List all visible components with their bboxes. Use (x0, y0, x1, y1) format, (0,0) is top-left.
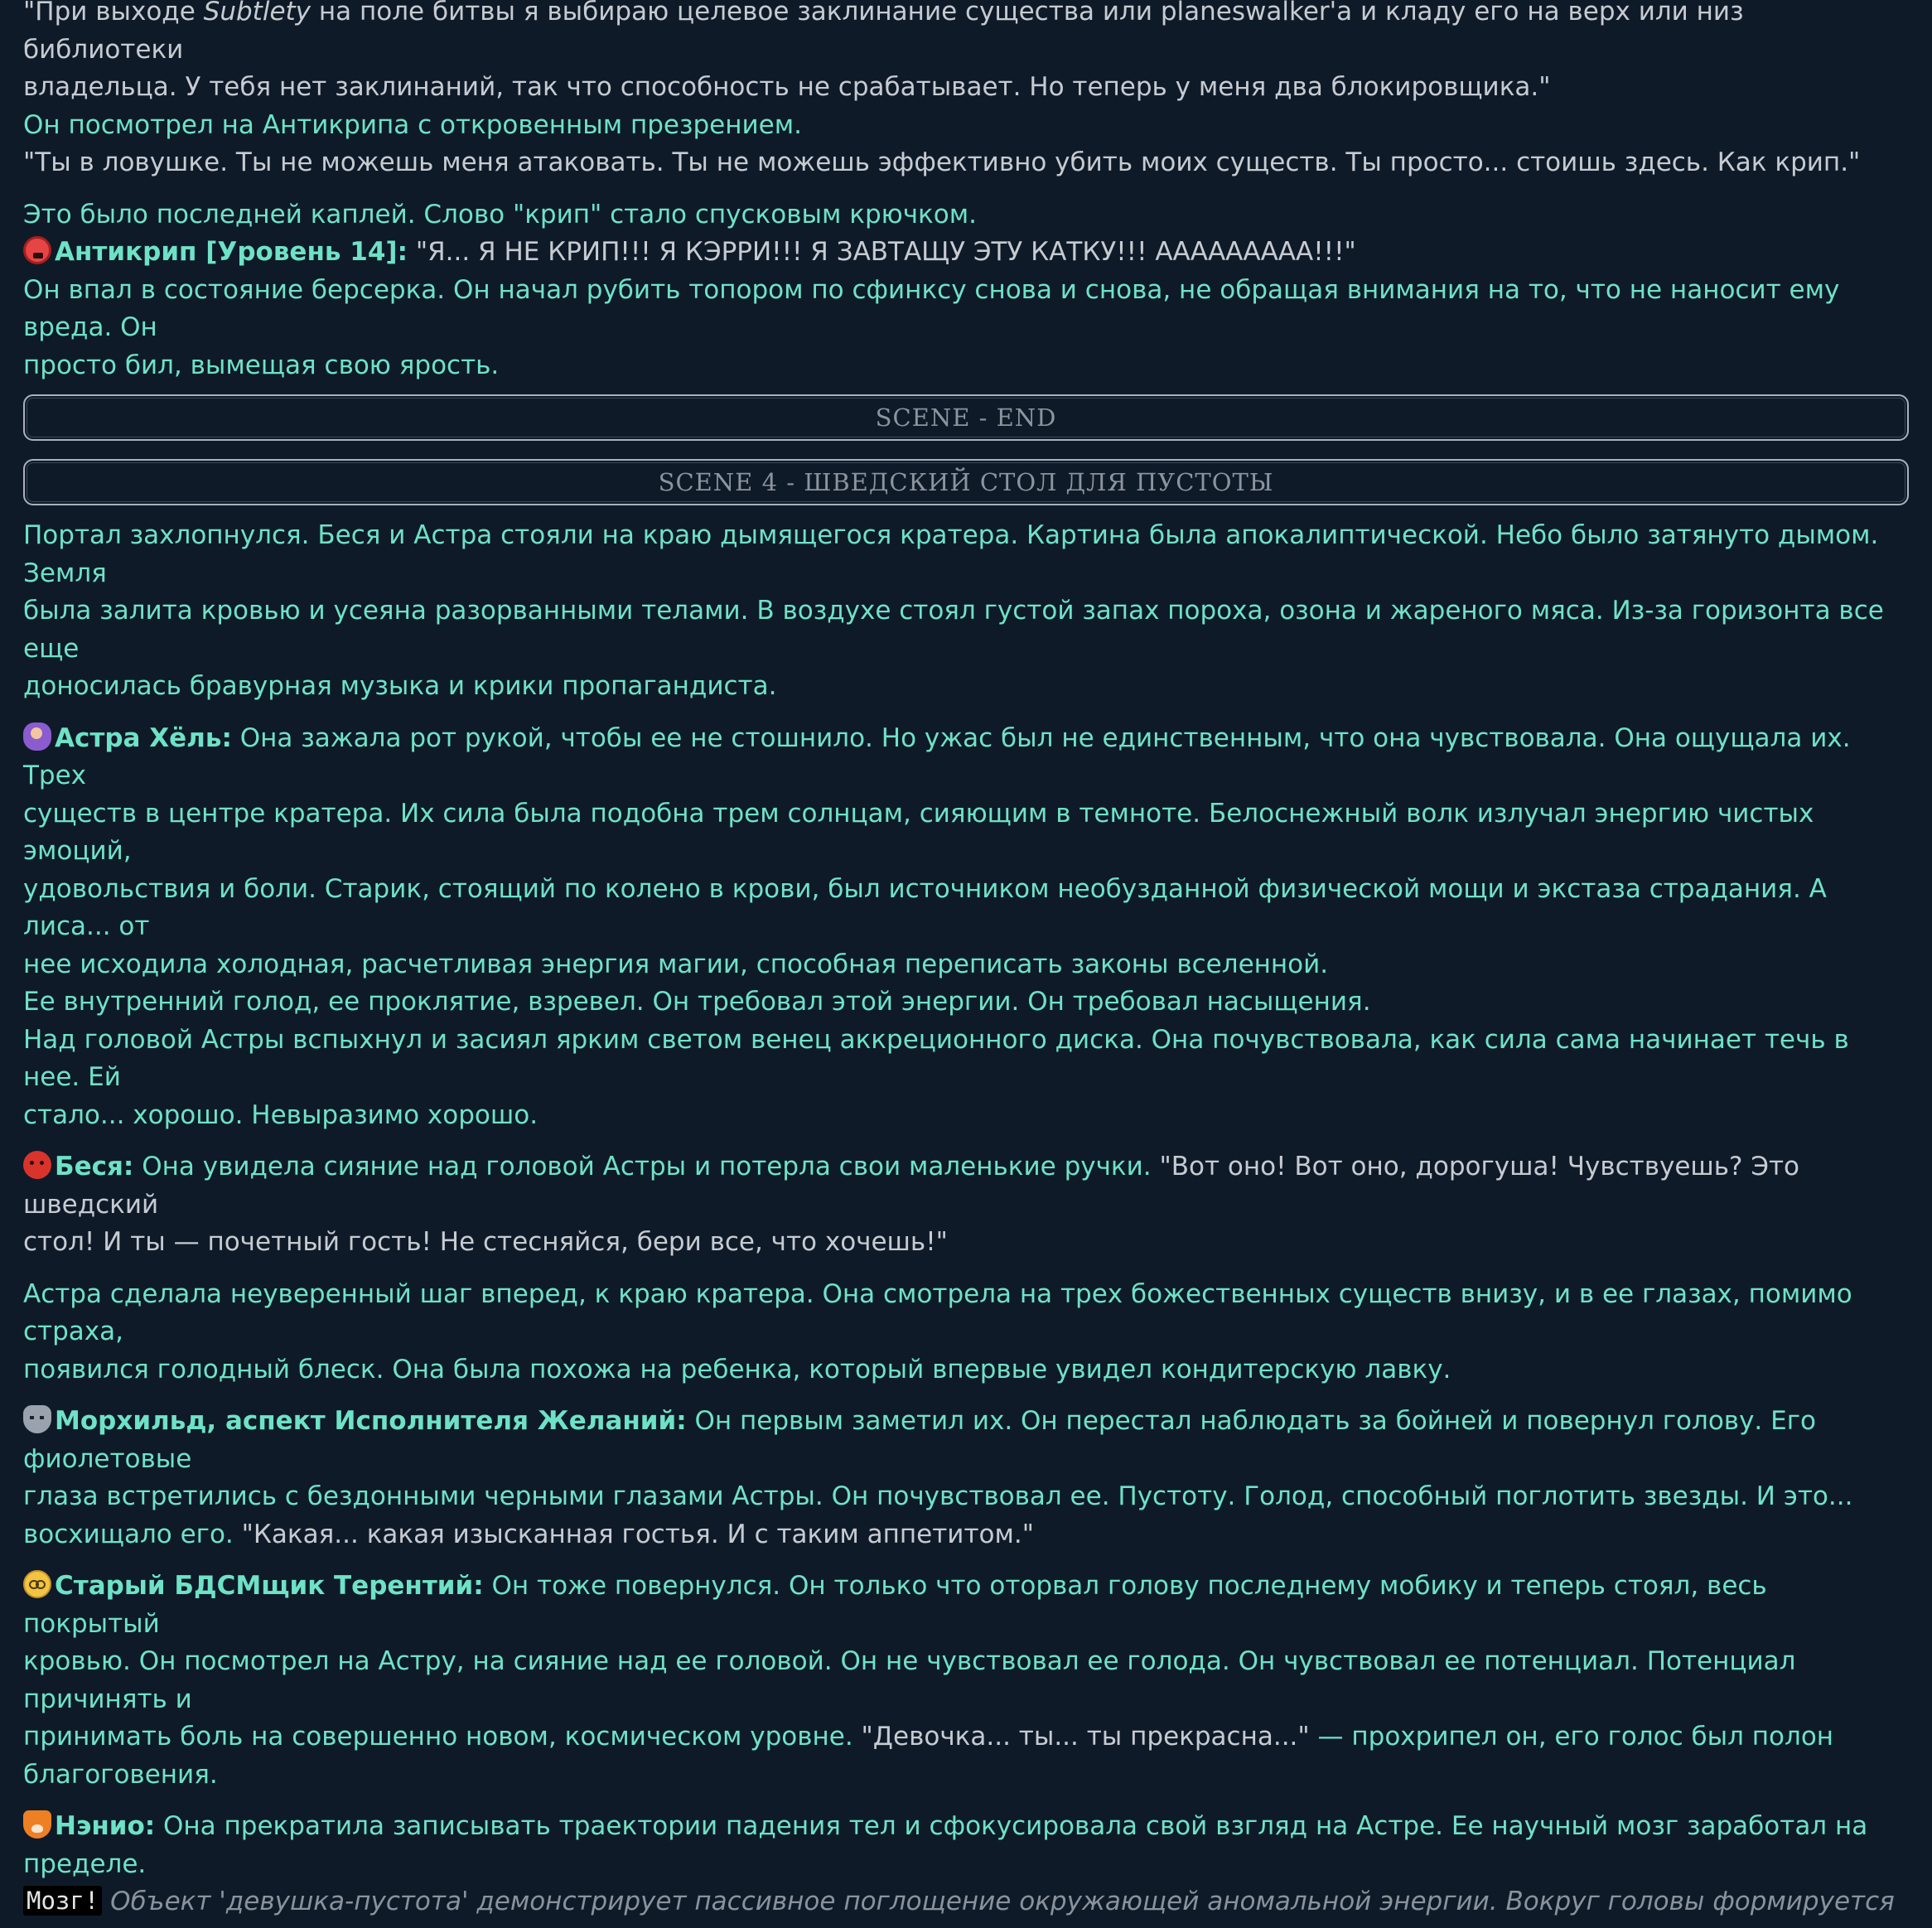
speaker-line: Беся: Она увидела сияние над головой Астры и потерла свои маленькие ручки. "Вот оно! Вот оно, дорогуша! Чувствуешь? Это шведский (23, 1152, 1800, 1220)
narration-line: просто бил, вымещая свою ярость. (23, 350, 500, 380)
speaker-line: Нэнио: Она прекратила записывать траектории падения тел и сфокусировала свой взгляд на Астре. Ее научный мозг заработал на пределе. (23, 1811, 1868, 1879)
thought-text: Объект 'девушка-пустота' демонстрирует пассивное поглощение окружающей аномальной энергии. Вокруг головы формируется (102, 1887, 1895, 1916)
thought-line (23, 1883, 1909, 1921)
narration-line: кровью. Он посмотрел на Астру, на сияние над ее головой. Он не чувствовал ее голода. Он чувствовал ее потенциал. Потенциал причинять и (23, 1646, 1796, 1714)
smiling-devil-icon (23, 1151, 51, 1179)
speaker-quote: "Вот оно! Вот оно, дорогуша! Чувствуешь? Это шведский (23, 1152, 1800, 1220)
fox-icon (23, 1810, 51, 1839)
card-name: Subtlety (203, 0, 312, 27)
speaker-name: Морхильд, аспект Исполнителя Желаний: (55, 1406, 687, 1436)
message-block-morhild (23, 1403, 1909, 1554)
dialogue-line: стол! И ты — почетный гость! Не стесняйся, бери все, что хочешь!" (23, 1227, 948, 1257)
speaker-name: Нэнио: (55, 1811, 156, 1841)
narration-line: Астра сделала неуверенный шаг вперед, к краю кратера. Она смотрела на трех божественных существ внизу, и в ее глазах, помимо страха, (23, 1278, 1852, 1346)
narration-line: стало... хорошо. Невыразимо хорошо. (23, 1099, 539, 1130)
message-block-terentiy (23, 1568, 1909, 1794)
speaker-name: Старый БДСМщик Терентий: (55, 1571, 484, 1601)
dialogue-line: "При выходе Subtlety на поле битвы я выбираю целевое заклинание существа или planeswalker'а и кладу его на верх или низ библиотеки (23, 0, 1909, 69)
narration-line: появился голодный блеск. Она была похожа на ребенка, который впервые увидел кондитерскую лавку. (23, 1354, 1451, 1384)
message-block-besya (23, 1148, 1909, 1262)
brain-tag: Мозг! (23, 1886, 102, 1916)
speaker-line: Старый БДСМщик Терентий: Он тоже повернулся. Он только что оторвал голову последнему мобику и теперь стоял, весь покрытый (23, 1571, 1767, 1639)
narration-line: Он посмотрел на Антикрипа с откровенным презрением. (23, 109, 802, 140)
narration-line: Ее внутренний голод, ее проклятие, взревел. Он требовал этой энергии. Он требовал насыщения. (23, 987, 1371, 1017)
message-block-nenio (23, 1808, 1909, 1921)
speaker-line: Астра Хёль: Она зажала рот рукой, чтобы ее не стошнило. Но ужас был не единственным, что она чувствовала. Она ощущала их. Трех (23, 722, 1851, 790)
message-block-portal (23, 517, 1909, 706)
message-block-subtlety (23, 0, 1909, 182)
scene-end-divider (23, 394, 1909, 441)
narration-line: Над головой Астры вспыхнул и засиял ярким светом венец аккреционного диска. Она почувствовала, как сила сама начинает течь в нее. Ей (23, 1024, 1849, 1092)
message-block-astra (23, 720, 1909, 1135)
woman-shrugging-icon (23, 722, 51, 751)
narration-line: Портал захлопнулся. Беся и Астра стояли на краю дымящегося кратера. Картина была апокалиптической. Небо было затянуто дымом. Земля (23, 520, 1879, 588)
enraged-face-icon (23, 236, 51, 264)
narration-line: удовольствия и боли. Старик, стоящий по колено в крови, был источником необузданной физической мощи и экстаза страдания. А лиса... от (23, 873, 1827, 941)
speaker-quote: "Девочка... ты... ты прекрасна..." (861, 1722, 1310, 1752)
speaker-name: Антикрип [Уровень 14]: (55, 237, 408, 267)
scene-4-header (23, 459, 1909, 505)
message-block-anticreep (23, 196, 1909, 385)
narration-line: Он впал в состояние берсерка. Он начал рубить топором по сфинксу снова и снова, не обращая внимания на то, что не наносит ему вреда. Он (23, 274, 1840, 342)
narration-line: восхищало его. "Какая... какая изысканная гостья. И с таким аппетитом." (23, 1519, 1034, 1549)
dialogue-line: владельца. У тебя нет заклинаний, так что способность не срабатывает. Но теперь у меня два блокировщика." (23, 72, 1551, 102)
scene-end-label: SCENE - END (875, 403, 1057, 432)
narration-line: была залита кровью и усеяна разорванными телами. В воздухе стоял густой запах пороха, озона и жареного мяса. Из-за горизонта все еще (23, 596, 1884, 664)
old-man-icon (23, 1570, 51, 1598)
narration-line: глаза встретились с бездонными черными глазами Астры. Он почувствовал ее. Пустоту. Голод, способный поглотить звезды. И это... (23, 1481, 1853, 1511)
narration-line: нее исходила холодная, расчетливая энергия магии, способная переписать законы вселенной. (23, 949, 1329, 979)
speaker-line: Морхильд, аспект Исполнителя Желаний: Он первым заметил их. Он перестал наблюдать за бойней и повернул голову. Его фиолетовые (23, 1406, 1816, 1474)
narration-line: существ в центре кратера. Их сила была подобна трем солнцам, сияющим в темноте. Белоснежный волк излучал энергию чистых эмоций, (23, 798, 1814, 866)
speaker-name: Астра Хёль: (55, 722, 232, 753)
dialogue-line: "Ты в ловушке. Ты не можешь меня атаковать. Ты не можешь эффективно убить моих существ. Ты просто... стоишь здесь. Как крип." (23, 147, 1861, 177)
speaker-quote: "Какая... какая изысканная гостья. И с таким аппетитом." (241, 1519, 1034, 1549)
scene-4-label: SCENE 4 - ШВЕДСКИЙ СТОЛ ДЛЯ ПУСТОТЫ (658, 468, 1274, 496)
wolf-icon (23, 1405, 51, 1433)
message-block-step (23, 1276, 1909, 1389)
narration-line: доносилась бравурная музыка и крики пропагандиста. (23, 671, 777, 701)
speaker-name: Беся: (55, 1152, 134, 1181)
narration-line: Это было последней каплей. Слово "крип" стало спусковым крючком. (23, 199, 977, 230)
speaker-line (23, 234, 1909, 272)
narration-line: принимать боль на совершенно новом, космическом уровне. "Девочка... ты... ты прекрасна..." — прохрипел он, его голос был полон (23, 1722, 1834, 1752)
narration-line: благоговения. (23, 1759, 218, 1790)
speaker-quote: "Я... Я НЕ КРИП!!! Я КЭРРИ!!! Я ЗАВТАЩУ ЭТУ КАТКУ!!! ААААААААА!!!" (415, 237, 1356, 267)
